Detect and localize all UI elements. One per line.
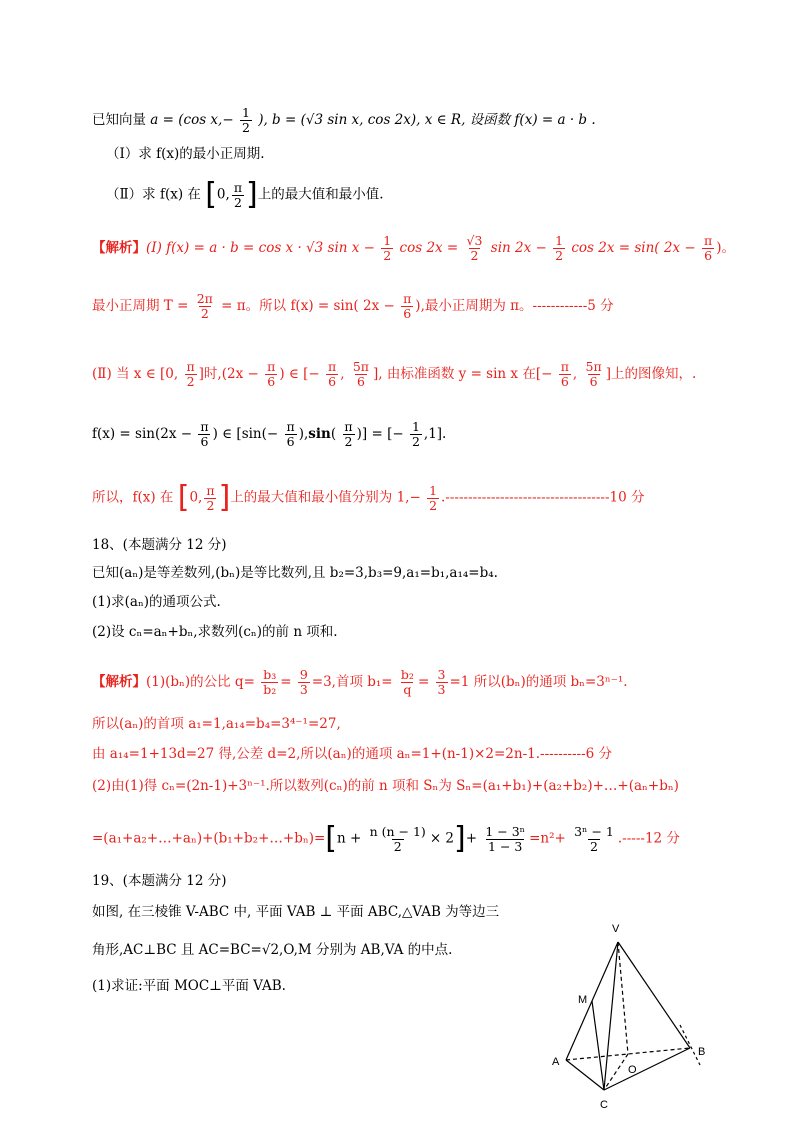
- segment-VO-dashed: [618, 942, 628, 1054]
- q18-part1: (1)求(aₙ)的通项公式.: [92, 594, 221, 610]
- label-A: A: [552, 1056, 560, 1068]
- q19-title: 19、(本题满分 12 分): [92, 873, 227, 889]
- label-B: B: [698, 1046, 706, 1058]
- solution-tag: 【解析】: [92, 240, 146, 256]
- segment-MC: [592, 1001, 604, 1090]
- q17-part2: （Ⅱ）求 f(x) 在 [0, $\frac{\pi}{2}$ ]上的最大值和最小值.: [106, 177, 384, 212]
- q17-vector-b: ), b = (√3 sin x, cos 2x), x ∈ R, 设函数 f(x) = a · b .: [258, 112, 596, 128]
- label-M: M: [578, 994, 588, 1006]
- q19-part1: (1)求证:平面 MOC⊥平面 VAB.: [92, 978, 286, 994]
- fraction: $\frac{1}{2}$: [241, 105, 250, 135]
- sol18-line1: 【解析】(1)(bₙ)的公比 q= $\frac{\text{b₃}}{\text{b₂}}$ = $\frac{9}{3}$ =3,首项 b₁= $\frac{\text{b₂}}{q}$ = $\frac{3}{3}$ =1 所以(bₙ)的通项 bₙ=3ⁿ⁻¹.: [92, 667, 628, 697]
- q19-line1: 如图, 在三棱锥 V-ABC 中, 平面 VAB ⊥ 平面 ABC,△VAB 为等边三: [92, 904, 500, 920]
- sol18-line5: =(a₁+a₂+…+aₙ)+(b₁+b₂+…+bₙ)=[n + $\frac{n (n - 1)}{2}$ × 2]+ $\frac{\text{1 − 3ⁿ}}{1 - 3}$ =n²+ $\frac{\text{3ⁿ − 1}}{2}$ .-----12 分: [92, 821, 680, 856]
- label-C: C: [600, 1099, 608, 1111]
- sol17-line3: (Ⅱ) 当 x ∈ [0, $\frac{\pi}{2}$ ]时,(2x − $\frac{\pi}{6}$ ) ∈ [− $\frac{\pi}{6}$ , $\frac{5\pi}{6}$ ], 由标准函数 y = sin x 在[− $\frac{\pi}{6}$ , $\frac{5\pi}{6}$ ]上的图像知，.: [92, 359, 697, 389]
- sol17-line5: 所以，f(x) 在 [0, $\frac{\pi}{2}$ ]上的最大值和最小值分别为 1,− $\frac{1}{2}$ .------------------------------------10 分: [92, 480, 645, 515]
- label-O: O: [628, 1064, 637, 1076]
- q18-part2: (2)设 cₙ=aₙ+bₙ,求数列(cₙ)的前 n 项和.: [92, 624, 338, 640]
- q19-line2: 角形,AC⊥BC 且 AC=BC=√2,O,M 分别为 AB,VA 的中点.: [92, 942, 453, 958]
- extension-dashed: [680, 1025, 700, 1065]
- q18-title: 18、(本题满分 12 分): [92, 537, 227, 553]
- edge-BC: [604, 1048, 690, 1090]
- q17-vector-a: a = (cos x,−: [150, 112, 234, 128]
- edge-VB: [618, 942, 690, 1048]
- sol17-line4: f(x) = sin(2x − $\frac{\pi}{6}$ ) ∈ [sin(− $\frac{\pi}{6}$ ),sin( $\frac{\pi}{2}$ )] = [− $\frac{1}{2}$ ,1].: [92, 419, 447, 449]
- pyramid-figure: [540, 915, 730, 1120]
- fraction: $\frac{\pi}{2}$: [233, 179, 243, 210]
- q17-intro-text: 已知向量: [92, 112, 146, 128]
- sol18-line3: 由 a₁₄=1+13d=27 得,公差 d=2,所以(aₙ)的通项 aₙ=1+(n-1)×2=2n-1.----------6 分: [92, 746, 613, 762]
- sol17-line2: 最小正周期 T = $\frac{2\pi}{2}$ = π。所以 f(x) = sin( 2x − $\frac{\pi}{6}$ ),最小正周期为 π。------------5 分: [92, 291, 614, 321]
- sol18-line4: (2)由(1)得 cₙ=(2n-1)+3ⁿ⁻¹.所以数列(cₙ)的前 n 项和 Sₙ为 Sₙ=(a₁+b₁)+(a₂+b₂)+…+(aₙ+bₙ): [92, 778, 679, 794]
- sol17-line1: 【解析】(Ⅰ) f(x) = a · b = cos x · √3 sin x − $\frac{1}{2}$ cos 2x = $\frac{√3}{2}$ sin 2x − $\frac{1}{2}$ cos 2x = sin( 2x − $\frac{\pi}{6}$ )。: [92, 233, 735, 263]
- q17-part1: （Ⅰ）求 f(x)的最小正周期.: [106, 146, 265, 162]
- label-V: V: [612, 923, 620, 935]
- solution-tag: 【解析】: [92, 674, 146, 690]
- edge-AC: [566, 1060, 604, 1090]
- sol18-line2: 所以(aₙ)的首项 a₁=1,a₁₄=b₄=3⁴⁻¹=27,: [92, 716, 341, 732]
- q17-line1: [92, 106, 596, 135]
- q18-line1: 已知(aₙ)是等差数列,(bₙ)是等比数列,且 b₂=3,b₃=9,a₁=b₁,a₁₄=b₄.: [92, 565, 498, 581]
- edge-VC: [604, 942, 618, 1090]
